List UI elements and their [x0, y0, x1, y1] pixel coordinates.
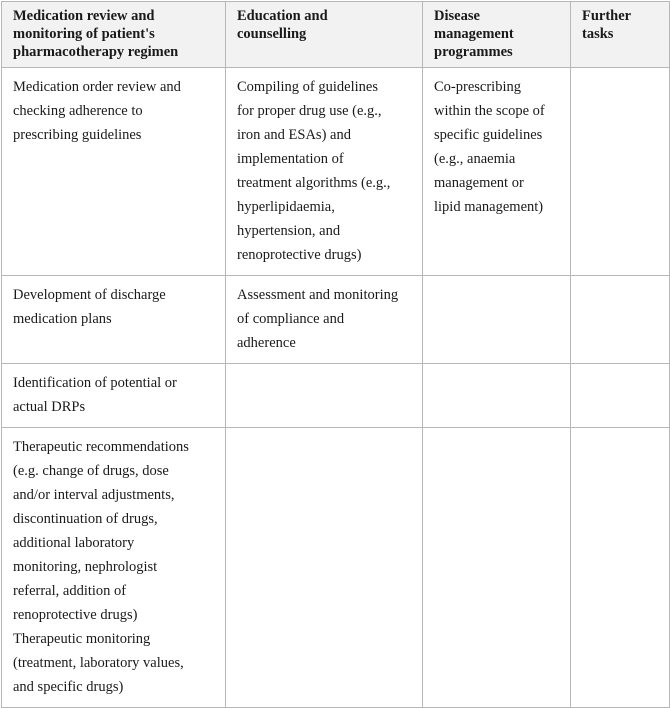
- table-row: [2, 68, 670, 276]
- table-cell-empty: [226, 428, 423, 708]
- table-cell: Compiling of guidelines for proper drug use (e.g., iron and ESAs) and implementation of treatment algorithms (e.g., hyperlipidaemia, hypertension, and renoprotective drugs): [226, 68, 423, 276]
- table-cell-empty: [423, 276, 571, 364]
- table-row: [2, 364, 670, 428]
- header-disease-management: Disease management programmes: [423, 2, 571, 68]
- table-row: [2, 276, 670, 364]
- header-education-counselling: Education and counselling: [226, 2, 423, 68]
- table-cell: Medication order review and checking adherence to prescribing guidelines: [2, 68, 226, 276]
- table-cell: Development of discharge medication plans: [2, 276, 226, 364]
- header-row: [2, 2, 670, 68]
- table-cell: Assessment and monitoring of compliance and adherence: [226, 276, 423, 364]
- table-cell: Identification of potential or actual DRPs: [2, 364, 226, 428]
- table-cell-empty: [571, 428, 670, 708]
- table-cell-empty: [423, 364, 571, 428]
- table-cell-empty: [571, 68, 670, 276]
- header-further-tasks: Further tasks: [571, 2, 670, 68]
- table-cell-empty: [226, 364, 423, 428]
- table-cell-empty: [571, 276, 670, 364]
- table-row: [2, 428, 670, 708]
- table-cell-empty: [571, 364, 670, 428]
- table-cell: Co-prescribing within the scope of specific guidelines (e.g., anaemia management or lipid management): [423, 68, 571, 276]
- pharmacy-tasks-table: [1, 1, 670, 708]
- table-cell: Therapeutic recommendations (e.g. change of drugs, dose and/or interval adjustments, discontinuation of drugs, additional laboratory monitoring, nephrologist referral, addition of renoprotective drugs) Therapeutic monitoring (treatment, laboratory values, and specific drugs): [2, 428, 226, 708]
- table-cell-empty: [423, 428, 571, 708]
- header-medication-review: Medication review and monitoring of patient's pharmacotherapy regimen: [2, 2, 226, 68]
